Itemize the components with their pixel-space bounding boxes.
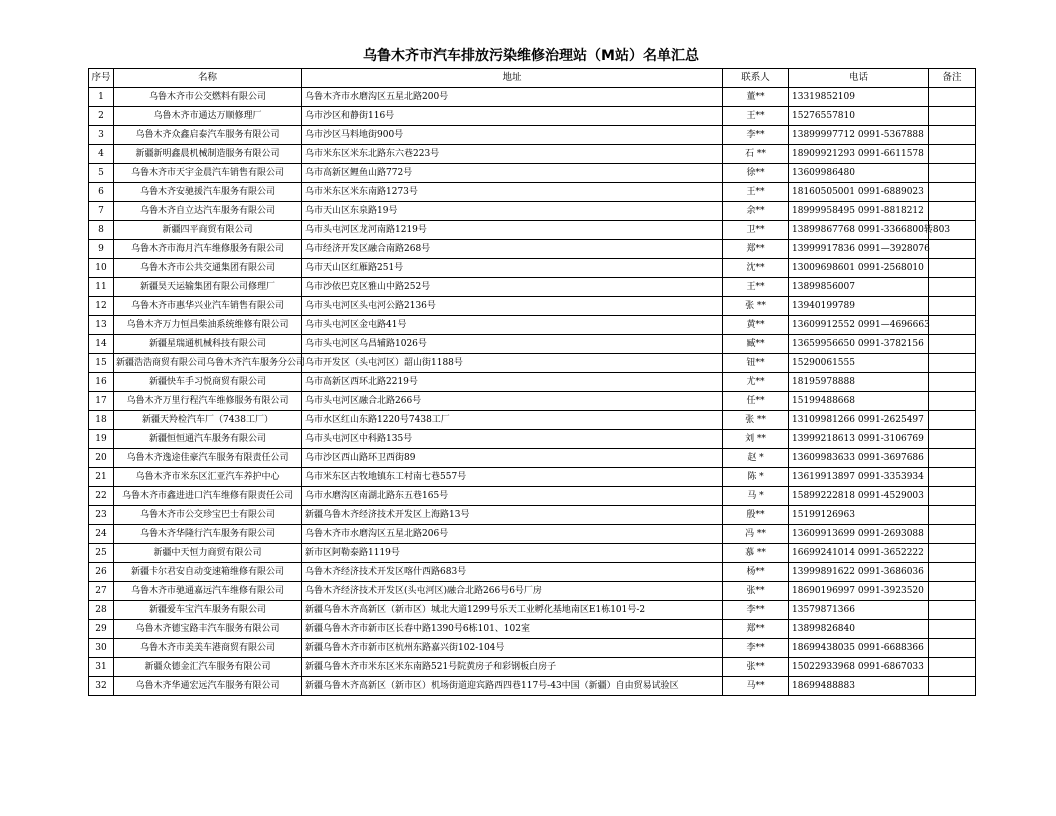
table-row: [89, 259, 976, 278]
row-no: 12: [89, 297, 114, 316]
row-name: 新疆浩浩商贸有限公司乌鲁木齐汽车服务分公司: [114, 354, 302, 373]
row-no: 22: [89, 487, 114, 506]
row-phone: 18195978888: [789, 373, 929, 392]
row-name: 乌鲁木齐市通达万顺修理厂: [114, 107, 302, 126]
row-address: 新疆乌鲁木齐市米东区米东南路521号院黄房子和彩钢板白房子: [302, 658, 723, 677]
row-name: 新疆天羚检汽车厂（7438工厂）: [114, 411, 302, 430]
row-address: 乌市天山区东泉路19号: [302, 202, 723, 221]
row-address: 乌市米东区米东南路1273号: [302, 183, 723, 202]
row-phone: 13899867768 0991-3366800转803: [789, 221, 929, 240]
row-name: 乌鲁木齐市公交珍宝巴士有限公司: [114, 506, 302, 525]
table-row: [89, 677, 976, 696]
row-address: 新疆乌鲁木齐高新区（新市区）城北大道1299号乐天工业孵化基地南区E1栋101号-2: [302, 601, 723, 620]
row-no: 16: [89, 373, 114, 392]
row-address: 乌市头屯河区乌昌辅路1026号: [302, 335, 723, 354]
row-note: [929, 487, 976, 506]
row-address: 乌市头屯河区头屯河公路2136号: [302, 297, 723, 316]
station-table: [88, 68, 976, 696]
row-address: 乌市天山区红雁路251号: [302, 259, 723, 278]
row-note: [929, 164, 976, 183]
row-address: 乌市米东区古牧地镇东工村南七巷557号: [302, 468, 723, 487]
row-phone: 15022933968 0991-6867033: [789, 658, 929, 677]
row-address: 新疆乌鲁木齐经济技术开发区上海路13号: [302, 506, 723, 525]
header-no: 序号: [89, 69, 114, 88]
row-name: 乌鲁木齐德宝路丰汽车服务有限公司: [114, 620, 302, 639]
row-note: [929, 145, 976, 164]
row-no: 23: [89, 506, 114, 525]
row-contact: 徐**: [723, 164, 789, 183]
table-row: [89, 487, 976, 506]
row-name: 乌鲁木齐市米东区汇亚汽车养护中心: [114, 468, 302, 487]
table-row: [89, 430, 976, 449]
row-contact: 赵 *: [723, 449, 789, 468]
header-address: 地址: [302, 69, 723, 88]
row-note: [929, 373, 976, 392]
row-address: 乌市沙区和静街116号: [302, 107, 723, 126]
row-contact: 任**: [723, 392, 789, 411]
row-no: 1: [89, 88, 114, 107]
row-note: [929, 202, 976, 221]
table-row: [89, 164, 976, 183]
row-address: 乌鲁木齐经济技术开发区喀什西路683号: [302, 563, 723, 582]
row-no: 31: [89, 658, 114, 677]
row-phone: 18999958495 0991-8818212: [789, 202, 929, 221]
row-contact: 陈 *: [723, 468, 789, 487]
row-address: 乌市头屯河区金屯路41号: [302, 316, 723, 335]
table-row: [89, 582, 976, 601]
row-contact: 卫**: [723, 221, 789, 240]
row-contact: 张 **: [723, 411, 789, 430]
row-no: 15: [89, 354, 114, 373]
row-no: 29: [89, 620, 114, 639]
row-name: 新疆四平商贸有限公司: [114, 221, 302, 240]
row-note: [929, 430, 976, 449]
row-phone: 15199488668: [789, 392, 929, 411]
row-note: [929, 563, 976, 582]
row-name: 乌鲁木齐市天宇金晨汽车销售有限公司: [114, 164, 302, 183]
row-contact: 李**: [723, 601, 789, 620]
row-no: 10: [89, 259, 114, 278]
row-note: [929, 411, 976, 430]
table-row: [89, 449, 976, 468]
row-name: 乌鲁木齐众鑫启泰汽车服务有限公司: [114, 126, 302, 145]
table-row: [89, 354, 976, 373]
row-name: 乌鲁木齐安驰援汽车服务有限公司: [114, 183, 302, 202]
row-note: [929, 468, 976, 487]
row-note: [929, 107, 976, 126]
table-row: [89, 107, 976, 126]
row-contact: 马**: [723, 677, 789, 696]
header-phone: 电话: [789, 69, 929, 88]
row-contact: 黄**: [723, 316, 789, 335]
table-row: [89, 126, 976, 145]
row-no: 8: [89, 221, 114, 240]
row-phone: 13109981266 0991-2625497: [789, 411, 929, 430]
row-phone: 13899997712 0991-5367888: [789, 126, 929, 145]
row-note: [929, 316, 976, 335]
row-note: [929, 506, 976, 525]
table-row: [89, 202, 976, 221]
row-note: [929, 335, 976, 354]
row-phone: 15290061555: [789, 354, 929, 373]
row-contact: 郑**: [723, 240, 789, 259]
row-note: [929, 658, 976, 677]
row-no: 17: [89, 392, 114, 411]
row-name: 新疆新明鑫晨机械制造服务有限公司: [114, 145, 302, 164]
row-no: 20: [89, 449, 114, 468]
row-no: 13: [89, 316, 114, 335]
row-phone: 18699488883: [789, 677, 929, 696]
row-name: 乌鲁木齐市鑫进进口汽车维修有限责任公司: [114, 487, 302, 506]
row-note: [929, 88, 976, 107]
table-row: [89, 563, 976, 582]
row-no: 32: [89, 677, 114, 696]
row-name: 乌鲁木齐万里行程汽车维修服务有限公司: [114, 392, 302, 411]
row-no: 21: [89, 468, 114, 487]
row-no: 18: [89, 411, 114, 430]
row-contact: 王**: [723, 278, 789, 297]
row-name: 乌鲁木齐万力恒昌柴油系统维修有限公司: [114, 316, 302, 335]
table-row: [89, 468, 976, 487]
row-note: [929, 297, 976, 316]
table-header-row: [89, 69, 976, 88]
row-note: [929, 639, 976, 658]
table-row: [89, 88, 976, 107]
table-row: [89, 639, 976, 658]
table-row: [89, 297, 976, 316]
row-name: 新疆星瑞通机械科技有限公司: [114, 335, 302, 354]
row-phone: 13609986480: [789, 164, 929, 183]
row-address: 新疆乌鲁木齐市新市区长春中路1390号6栋101、102室: [302, 620, 723, 639]
row-address: 乌市经济开发区融合南路268号: [302, 240, 723, 259]
header-note: 备注: [929, 69, 976, 88]
row-contact: 张 **: [723, 297, 789, 316]
row-contact: 王**: [723, 107, 789, 126]
row-phone: 15199126963: [789, 506, 929, 525]
row-address: 乌鲁木齐市水磨沟区五星北路206号: [302, 525, 723, 544]
row-name: 乌鲁木齐逸途佳豪汽车服务有限责任公司: [114, 449, 302, 468]
table-body: [89, 88, 976, 696]
row-contact: 沈**: [723, 259, 789, 278]
row-contact: 臧**: [723, 335, 789, 354]
row-phone: 18160505001 0991-6889023: [789, 183, 929, 202]
row-note: [929, 240, 976, 259]
row-contact: 尤**: [723, 373, 789, 392]
row-note: [929, 601, 976, 620]
row-note: [929, 544, 976, 563]
row-name: 新疆昊天运输集团有限公司修理厂: [114, 278, 302, 297]
table-row: [89, 658, 976, 677]
row-address: 乌市沙区马料地街900号: [302, 126, 723, 145]
row-address: 新疆乌鲁木齐市新市区杭州东路嘉兴街102-104号: [302, 639, 723, 658]
row-name: 乌鲁木齐市美美车港商贸有限公司: [114, 639, 302, 658]
table-row: [89, 506, 976, 525]
row-contact: 刘 **: [723, 430, 789, 449]
row-no: 3: [89, 126, 114, 145]
row-contact: 钮**: [723, 354, 789, 373]
row-address: 乌市水磨沟区南湖北路东五巷165号: [302, 487, 723, 506]
row-note: [929, 392, 976, 411]
row-phone: 13579871366: [789, 601, 929, 620]
row-name: 乌鲁木齐市海月汽车维修服务有限公司: [114, 240, 302, 259]
row-contact: 李**: [723, 639, 789, 658]
row-no: 24: [89, 525, 114, 544]
table-row: [89, 525, 976, 544]
row-address: 乌市米东区米东北路东六巷223号: [302, 145, 723, 164]
row-no: 4: [89, 145, 114, 164]
row-phone: 13899826840: [789, 620, 929, 639]
row-name: 新疆中天恒力商贸有限公司: [114, 544, 302, 563]
row-phone: 15899222818 0991-4529003: [789, 487, 929, 506]
row-address: 乌鲁木齐经济技术开发区(头屯河区)融合北路266号6号厂房: [302, 582, 723, 601]
row-phone: 18690196997 0991-3923520: [789, 582, 929, 601]
row-phone: 13999917836 0991—3928076: [789, 240, 929, 259]
row-phone: 13609983633 0991-3697686: [789, 449, 929, 468]
row-name: 新疆爱车宝汽车服务有限公司: [114, 601, 302, 620]
table-row: [89, 411, 976, 430]
row-contact: 王**: [723, 183, 789, 202]
table-row: [89, 335, 976, 354]
row-phone: 13999891622 0991-3686036: [789, 563, 929, 582]
row-name: 新疆快车手习悦商贸有限公司: [114, 373, 302, 392]
row-note: [929, 183, 976, 202]
row-note: [929, 582, 976, 601]
row-no: 11: [89, 278, 114, 297]
row-no: 19: [89, 430, 114, 449]
row-phone: 18909921293 0991-6611578: [789, 145, 929, 164]
row-address: 新疆乌鲁木齐高新区（新市区）机场街道迎宾路西四巷117号-43中国（新疆）自由贸易试验区: [302, 677, 723, 696]
row-name: 新疆众德金汇汽车服务有限公司: [114, 658, 302, 677]
row-address: 乌市头屯河区龙河南路1219号: [302, 221, 723, 240]
row-address: 乌市沙区西山路环卫西街89: [302, 449, 723, 468]
row-address: 乌鲁木齐市水磨沟区五星北路200号: [302, 88, 723, 107]
row-phone: 15276557810: [789, 107, 929, 126]
row-name: 乌鲁木齐华隆行汽车服务有限公司: [114, 525, 302, 544]
row-contact: 慕 **: [723, 544, 789, 563]
row-no: 25: [89, 544, 114, 563]
table-row: [89, 392, 976, 411]
row-no: 7: [89, 202, 114, 221]
row-phone: 13940199789: [789, 297, 929, 316]
table-row: [89, 544, 976, 563]
row-address: 乌市高新区鲤鱼山路772号: [302, 164, 723, 183]
row-name: 新疆卡尔君安自动变速箱维修有限公司: [114, 563, 302, 582]
row-contact: 郑**: [723, 620, 789, 639]
row-phone: 13899856007: [789, 278, 929, 297]
row-address: 乌市水区红山东路1220号7438工厂: [302, 411, 723, 430]
row-phone: 13659956650 0991-3782156: [789, 335, 929, 354]
row-address: 乌市沙依巴克区雅山中路252号: [302, 278, 723, 297]
row-name: 乌鲁木齐市惠华兴业汽车销售有限公司: [114, 297, 302, 316]
row-name: 乌鲁木齐市公交燃料有限公司: [114, 88, 302, 107]
row-no: 2: [89, 107, 114, 126]
row-contact: 冯 **: [723, 525, 789, 544]
row-name: 乌鲁木齐华通宏远汽车服务有限公司: [114, 677, 302, 696]
row-phone: 13609912552 0991—4696663: [789, 316, 929, 335]
row-contact: 张**: [723, 658, 789, 677]
row-address: 乌市头屯河区融合北路266号: [302, 392, 723, 411]
row-note: [929, 525, 976, 544]
row-no: 30: [89, 639, 114, 658]
row-name: 新疆恒恒通汽车服务有限公司: [114, 430, 302, 449]
table-row: [89, 601, 976, 620]
row-phone: 13319852109: [789, 88, 929, 107]
page-title: 乌鲁木齐市汽车排放污染维修治理站（M站）名单汇总: [363, 48, 699, 64]
row-note: [929, 677, 976, 696]
row-no: 28: [89, 601, 114, 620]
table-row: [89, 316, 976, 335]
header-contact: 联系人: [723, 69, 789, 88]
table-row: [89, 620, 976, 639]
row-contact: 李**: [723, 126, 789, 145]
row-no: 27: [89, 582, 114, 601]
table-row: [89, 145, 976, 164]
table-row: [89, 373, 976, 392]
row-phone: 13999218613 0991-3106769: [789, 430, 929, 449]
row-address: 乌市高新区西环北路2219号: [302, 373, 723, 392]
row-no: 14: [89, 335, 114, 354]
row-contact: 马 *: [723, 487, 789, 506]
row-note: [929, 620, 976, 639]
row-name: 乌鲁木齐自立达汽车服务有限公司: [114, 202, 302, 221]
row-no: 6: [89, 183, 114, 202]
row-note: [929, 354, 976, 373]
row-name: 乌鲁木齐市驰通嘉远汽车维修有限公司: [114, 582, 302, 601]
row-address: 乌市开发区（头屯河区）韶山街1188号: [302, 354, 723, 373]
table-row: [89, 183, 976, 202]
row-contact: 杨**: [723, 563, 789, 582]
header-name: 名称: [114, 69, 302, 88]
row-phone: 18699438035 0991-6688366: [789, 639, 929, 658]
row-no: 9: [89, 240, 114, 259]
table-row: [89, 221, 976, 240]
row-contact: 殷**: [723, 506, 789, 525]
row-phone: 13609913699 0991-2693088: [789, 525, 929, 544]
row-contact: 石 **: [723, 145, 789, 164]
row-address: 乌市头屯河区中科路135号: [302, 430, 723, 449]
row-phone: 13619913897 0991-3353934: [789, 468, 929, 487]
row-phone: 16699241014 0991-3652222: [789, 544, 929, 563]
row-address: 新市区阿勒泰路1119号: [302, 544, 723, 563]
row-note: [929, 278, 976, 297]
row-note: [929, 126, 976, 145]
row-name: 乌鲁木齐市公共交通集团有限公司: [114, 259, 302, 278]
row-phone: 13009698601 0991-2568010: [789, 259, 929, 278]
row-no: 26: [89, 563, 114, 582]
row-contact: 张**: [723, 582, 789, 601]
row-note: [929, 449, 976, 468]
row-note: [929, 259, 976, 278]
table-row: [89, 278, 976, 297]
row-no: 5: [89, 164, 114, 183]
row-contact: 余**: [723, 202, 789, 221]
row-contact: 董**: [723, 88, 789, 107]
table-row: [89, 240, 976, 259]
